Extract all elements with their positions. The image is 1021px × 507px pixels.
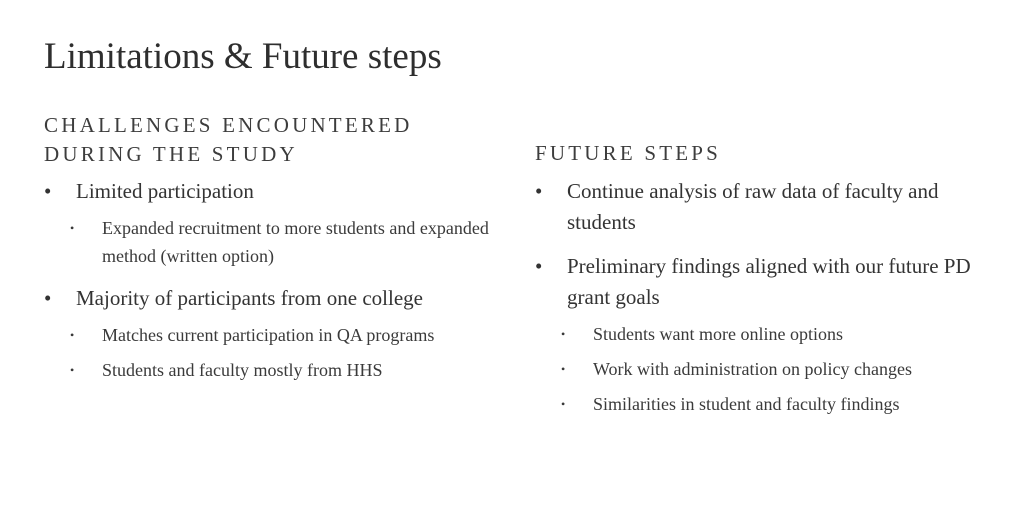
- challenges-heading-line1: CHALLENGES ENCOUNTERED: [44, 113, 413, 137]
- challenges-heading-line2: DURING THE STUDY: [44, 142, 298, 166]
- challenges-list: [44, 176, 494, 384]
- list-item-text: Continue analysis of raw data of faculty and students: [567, 179, 939, 234]
- bullet-icon: •: [535, 254, 543, 278]
- sub-list-item: [44, 321, 494, 349]
- future-steps-list: [535, 176, 995, 418]
- sub-list-item-text: Expanded recruitment to more students and expanded method (written option): [102, 218, 489, 266]
- bullet-icon: •: [70, 221, 75, 235]
- sub-list-item-text: Students want more online options: [593, 324, 843, 344]
- bullet-icon: •: [535, 179, 543, 203]
- sub-list-item: [535, 390, 995, 418]
- sub-list-item: [44, 214, 494, 270]
- list-item: [535, 176, 995, 238]
- sub-list-item-text: Matches current participation in QA programs: [102, 325, 435, 345]
- bullet-icon: •: [561, 327, 566, 341]
- sub-list-item: [44, 356, 494, 384]
- sub-list-item-text: Work with administration on policy changes: [593, 359, 912, 379]
- list-item: [44, 283, 494, 314]
- bullet-icon: •: [70, 328, 75, 342]
- challenges-heading: [44, 111, 412, 169]
- bullet-icon: •: [44, 179, 52, 203]
- list-item: [44, 176, 494, 207]
- list-item-text: Majority of participants from one college: [76, 286, 423, 310]
- future-steps-heading: FUTURE STEPS: [535, 141, 722, 165]
- bullet-icon: •: [44, 286, 52, 310]
- bullet-icon: •: [70, 363, 75, 377]
- list-item: [535, 251, 995, 313]
- list-item-text: Preliminary findings aligned with our future PD grant goals: [567, 254, 971, 309]
- sub-list-item: [535, 320, 995, 348]
- slide-title: Limitations & Future steps: [44, 36, 442, 77]
- sub-list-item-text: Students and faculty mostly from HHS: [102, 360, 383, 380]
- bullet-icon: •: [561, 362, 566, 376]
- sub-list-item: [535, 355, 995, 383]
- sub-list-item-text: Similarities in student and faculty findings: [593, 394, 900, 414]
- list-item-text: Limited participation: [76, 179, 254, 203]
- bullet-icon: •: [561, 397, 566, 411]
